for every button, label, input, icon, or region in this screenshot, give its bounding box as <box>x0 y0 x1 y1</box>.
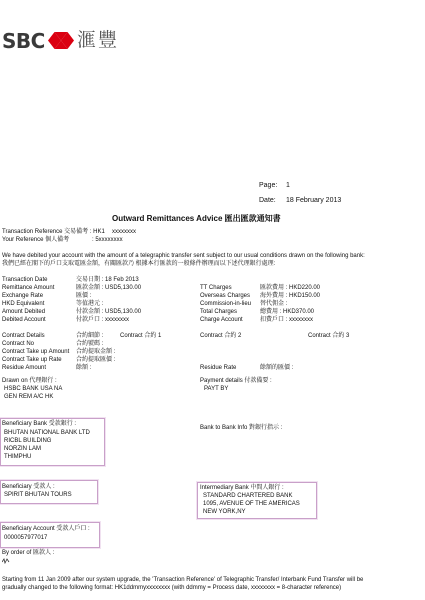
page-number: 1 <box>286 182 290 189</box>
detail-label: Exchange Rate <box>2 293 44 299</box>
contract-label: Residue Amount <box>2 365 47 371</box>
charge-label: Charge Account <box>200 317 243 323</box>
contract-label: Contract No <box>2 341 35 347</box>
charge-value: 扣費戶口 : xxxxxxxx <box>260 317 314 323</box>
residue-rate-label: Residue Rate <box>200 365 237 371</box>
charge-value: 替代佣金 : <box>260 301 288 307</box>
drawn-on-account: GEN REM A/C HK <box>4 394 54 400</box>
page-title: Outward Remittances Advice 匯出匯款通知書 <box>112 214 281 223</box>
intermediary-bank-line: NEW YORK,NY <box>203 509 246 515</box>
detail-label: Remittance Amount <box>2 285 55 291</box>
detail-value: 付款戶口 : xxxxxxxx <box>76 317 130 323</box>
drawn-on-label: Drawn on 代理銀行 : <box>2 378 57 384</box>
your-reference-label: Your Reference 個人備考 <box>2 237 70 243</box>
bank-logo-text: SBC <box>2 29 45 53</box>
contract-value: 合約提取金額 : <box>76 349 116 355</box>
contract-value: 合約提取匯價 : <box>76 357 116 363</box>
contract-3-header: Contract 合約 3 <box>308 333 350 339</box>
date-value: 18 February 2013 <box>286 197 342 204</box>
beneficiary-bank-line: NORZIN LAM <box>4 446 42 452</box>
detail-value: 匯款金額 : USD5,130.00 <box>76 285 142 291</box>
intermediary-bank-line: 1095, AVENUE OF THE AMERICAS <box>203 501 300 507</box>
bank-logo-chinese: 滙豐 <box>77 29 120 51</box>
beneficiary-account-value: 0000057977017 <box>4 535 48 541</box>
charge-label: Overseas Charges <box>200 293 251 299</box>
charge-value: 匯款費用 : HKD220.00 <box>260 285 321 291</box>
beneficiary-account-label: Beneficiary Account 受款人戶口 : <box>2 526 90 532</box>
payment-details-value: PAYT BY <box>204 386 229 392</box>
intermediary-bank-label: Intermediary Bank 中間人銀行 : <box>200 485 284 491</box>
drawn-on-bank: HSBC BANK USA NA <box>4 386 63 392</box>
by-order-of-label: By order of 匯款人 : <box>2 550 55 556</box>
residue-rate-value: 餘額的匯價 : <box>260 365 294 371</box>
payment-details-label: Payment details 付款備要 : <box>200 378 272 384</box>
footer-note-line2: gradually changed to the following format: HK1ddmmyxxxxxxxx (with ddmmy = Process date, xxxxxxxx = 8-character reference) <box>2 585 342 591</box>
transaction-reference-label: Transaction Reference 交易備考 : HK1 <box>2 229 105 235</box>
charge-label: Commission-in-lieu <box>200 301 252 307</box>
beneficiary-value: SPIRIT BHUTAN TOURS <box>4 492 72 498</box>
detail-label: HKD Equivalent <box>2 301 45 307</box>
intermediary-bank-line: STANDARD CHARTERED BANK <box>203 493 293 499</box>
contract-value: 合約號碼 : <box>76 341 104 347</box>
contract-label: Contract Take up Rate <box>2 357 62 363</box>
contract-value: 餘額 : <box>76 365 92 371</box>
beneficiary-bank-line: THIMPHU <box>4 454 32 460</box>
detail-label: Amount Debited <box>2 309 46 315</box>
intro-text-en: We have debited your account with the amount of a telegraphic transfer sent subject to our usual conditions drawn on the following bank: <box>2 253 365 259</box>
beneficiary-label: Beneficiary 受款人 : <box>2 484 55 490</box>
charge-value: 總費用 : HKD370.00 <box>260 309 315 315</box>
contract-label: Contract Take up Amount <box>2 349 70 355</box>
hexagon-logo-icon <box>48 32 74 49</box>
detail-label: Transaction Date <box>2 277 48 283</box>
date-label: Date: <box>259 197 276 204</box>
contract-label: Contract Details <box>2 333 45 339</box>
charge-value: 海外費用 : HKD150.00 <box>260 293 321 299</box>
charge-label: TT Charges <box>200 285 232 291</box>
beneficiary-bank-line: BHUTAN NATIONAL BANK LTD <box>4 430 90 436</box>
charge-label: Total Charges <box>200 309 238 315</box>
detail-value: 等值港元 : <box>76 301 104 307</box>
contract-1-header: Contract 合約 1 <box>120 333 162 339</box>
your-reference-value: : 5xxxxxxxx <box>92 237 123 243</box>
beneficiary-bank-label: Beneficiary Bank 受款銀行 : <box>2 421 77 427</box>
page-label: Page: <box>259 182 278 189</box>
intro-text-cn: 我們已經在閣下的戶口支取電匯金額，有關匯款乃 根據本行匯款的一般條件辦理而以下述代理銀行處理: <box>2 261 276 267</box>
detail-label: Debited Account <box>2 317 46 323</box>
transaction-reference-value: xxxxxxxx <box>112 229 136 235</box>
detail-value: 交易日期 : 18 Feb 2013 <box>76 277 139 283</box>
bank-to-bank-label: Bank to Bank Info 對銀行指示 : <box>200 425 283 431</box>
contract-2-header: Contract 合約 2 <box>200 333 242 339</box>
detail-value: 付款金額 : USD5,130.00 <box>76 309 142 315</box>
detail-value: 匯價 : <box>76 293 92 299</box>
beneficiary-bank-line: RICBL BUILDING <box>4 438 52 444</box>
footer-note-line1: Starting from 11 Jan 2009 after our system upgrade, the 'Transaction Reference' of Telegraphic Transfer/ Interbank Fund Transfer will be <box>2 577 364 583</box>
contract-value: 合約細節 : <box>76 333 104 339</box>
remitter-signature-mark <box>2 558 10 564</box>
